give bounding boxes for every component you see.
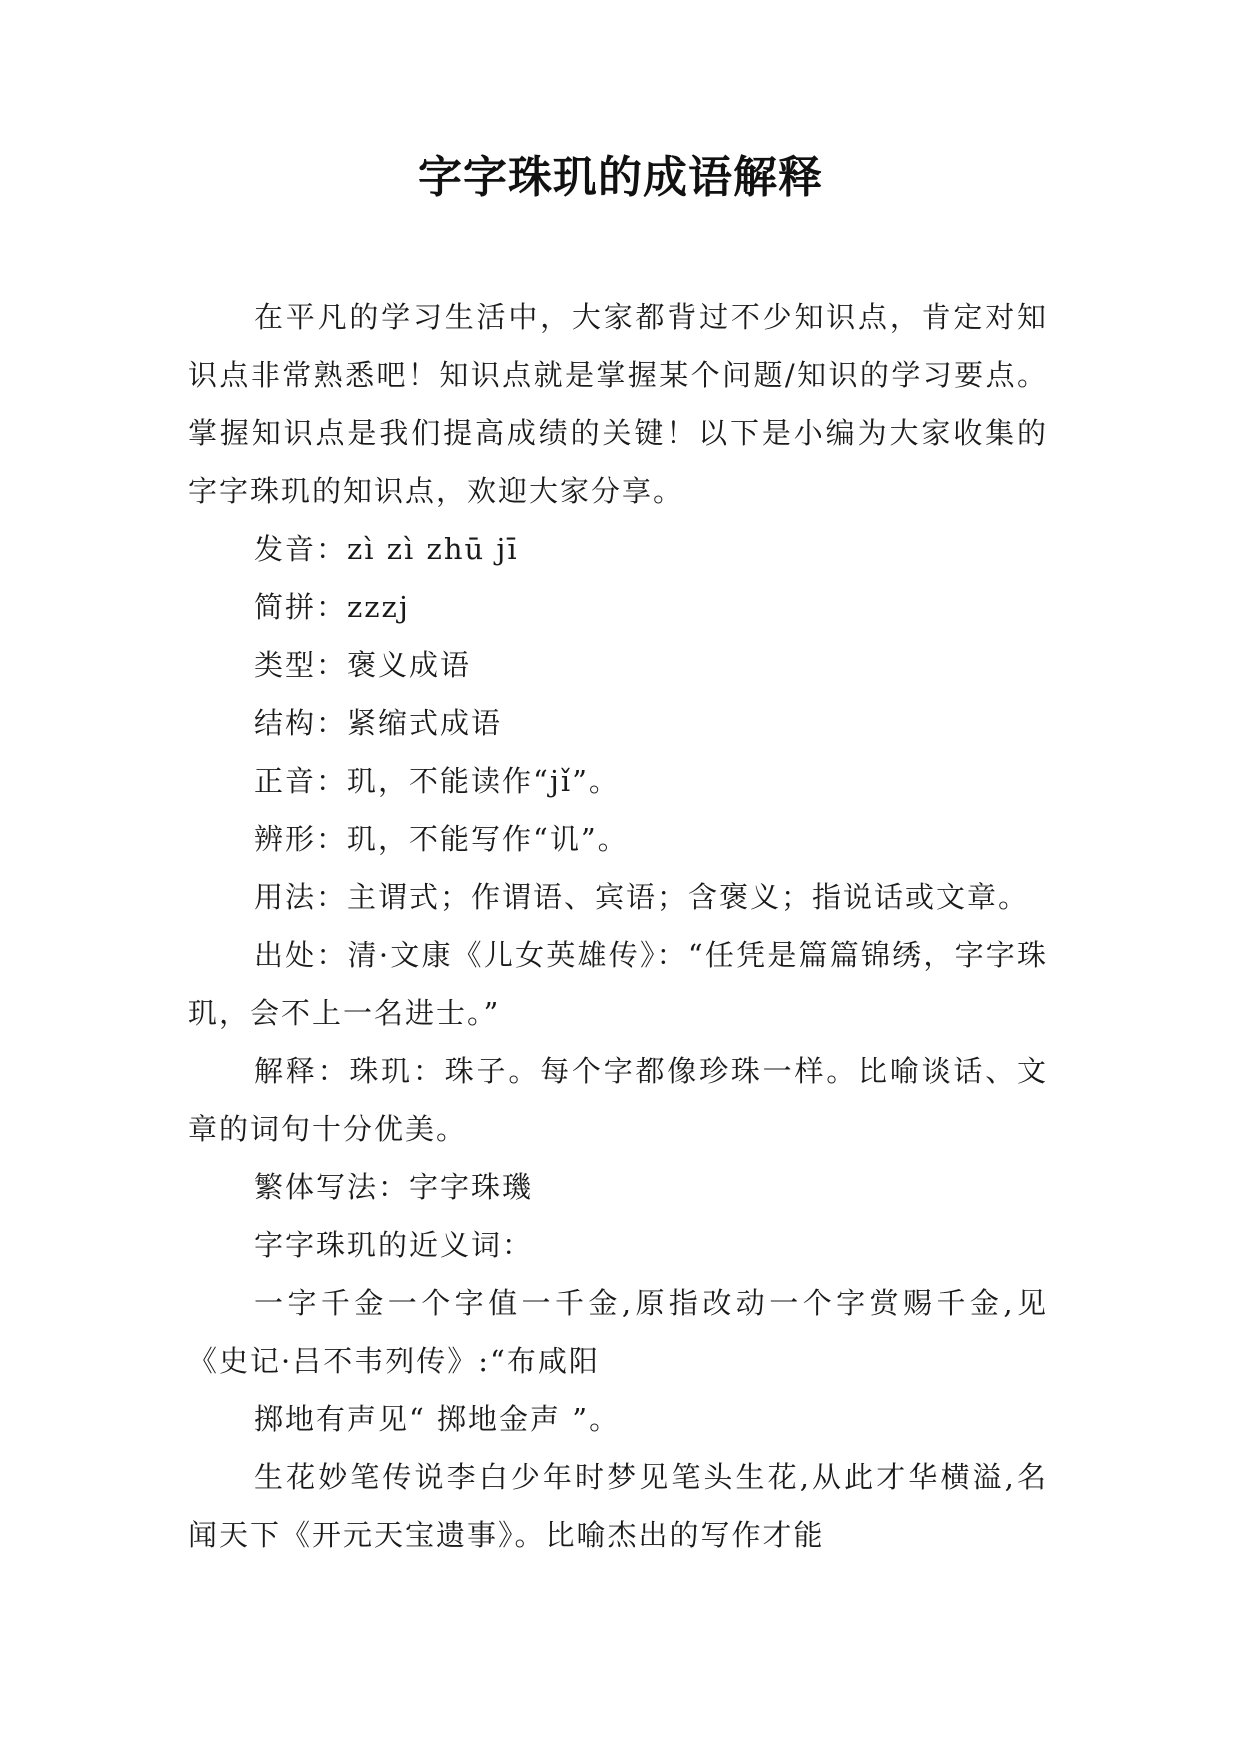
structure-line: 结构：紧缩式成语 [254,706,503,740]
document-title: 字字珠玑的成语解释 [418,152,823,203]
explanation-paragraph: 解释：珠玑：珠子。每个字都像珍珠一样。比喻谈话、文章的词句十分优美。 [188,1054,1048,1146]
character-form-line: 辨形：玑，不能写作“讥”。 [254,822,629,856]
synonym-paragraph: 生花妙笔传说李白少年时梦见笔头生花,从此才华横溢,名闻天下《开元天宝遗事》。比喻杰出的写作才能 [188,1460,1048,1552]
intro-paragraph: 在平凡的学习生活中，大家都背过不少知识点，肯定对知识点非常熟悉吧！知识点就是掌握某个问题/知识的学习要点。掌握知识点是我们提高成绩的关键！以下是小编为大家收集的字字珠玑的知识点，欢迎大家分享。 [188,300,1048,508]
synonyms-heading: 字字珠玑的近义词： [254,1228,534,1262]
synonym-paragraph: 掷地有声见“ 掷地金声 ”。 [254,1402,621,1436]
usage-line: 用法：主谓式；作谓语、宾语；含褒义；指说话或文章。 [254,880,1030,914]
pronunciation-line: 发音：zì zì zhū jī [254,532,519,566]
abbreviation-line: 简拼：zzzj [254,590,410,624]
source-paragraph: 出处：清·文康《儿女英雄传》：“任凭是篇篇锦绣，字字珠玑，会不上一名进士。” [188,938,1048,1030]
traditional-form-line: 繁体写法：字字珠璣 [254,1170,534,1204]
synonym-paragraph: 一字千金一个字值一千金,原指改动一个字赏赐千金,见《史记·吕不韦列传》:“布咸阳 [188,1286,1048,1378]
document-body [188,288,1048,1564]
type-line: 类型：褒义成语 [254,648,472,682]
correct-pronunciation-line: 正音：玑，不能读作“jǐ”。 [254,764,620,798]
